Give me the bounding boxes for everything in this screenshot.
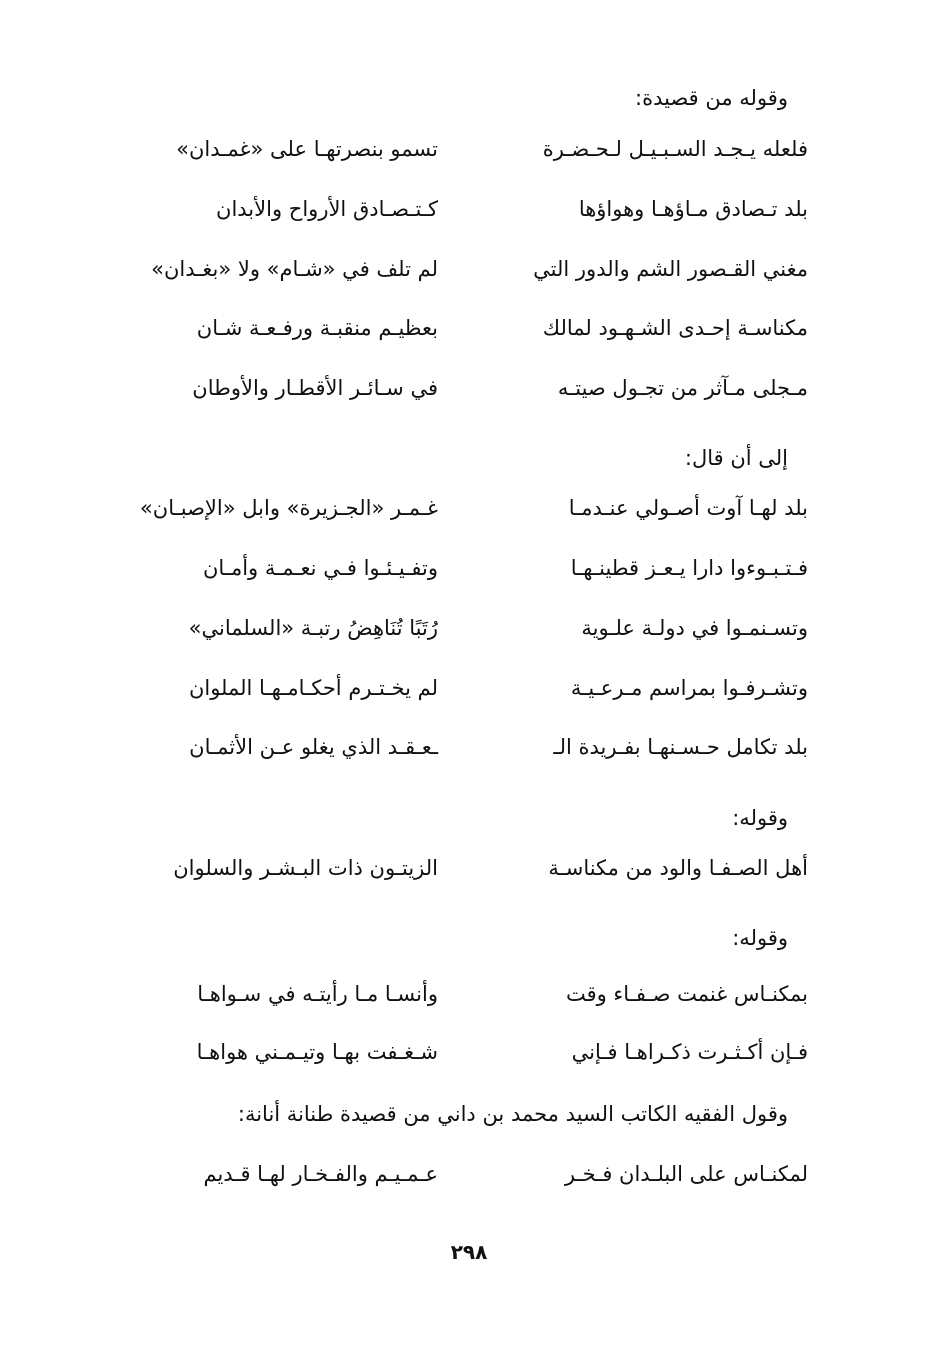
intro-line: إلى أن قال: xyxy=(684,446,788,470)
verse-first-hemistich: بلد لهـا آوت أصـولي عنـدمـا xyxy=(568,496,808,520)
verse-first-hemistich: وتشـرفـوا بمراسم مـرعـيـة xyxy=(570,676,808,700)
verse-second-hemistich: بعظيـم منقبـة ورفـعـة شـان xyxy=(196,316,438,340)
verse-second-hemistich: غـمـر «الجـزيرة» وابل «الإصبـان» xyxy=(139,496,438,520)
verse-row xyxy=(0,556,938,596)
verse-second-hemistich: في سـائـر الأقطـار والأوطان xyxy=(192,376,438,400)
verse-row xyxy=(0,257,938,297)
intro-line: وقوله من قصيدة: xyxy=(635,86,788,110)
intro-line: وقول الفقيه الكاتب السيد محمد بن داني من قصيدة طنانة أنانة: xyxy=(237,1102,788,1126)
verse-first-hemistich: أهل الصـفـا والود من مكناسـة xyxy=(548,856,808,880)
verse-first-hemistich: مكناسـة إحـدى الشـهـود لمالك xyxy=(542,316,808,340)
verse-row xyxy=(0,137,938,177)
verse-first-hemistich: لمكنـاس على البلـدان فـخـر xyxy=(564,1162,808,1186)
verse-row xyxy=(0,982,938,1022)
verse-second-hemistich: تسمو بنصرتهـا على «غمـدان» xyxy=(176,137,438,161)
verse-row xyxy=(0,735,938,775)
verse-second-hemistich: لم تلف في «شـام» ولا «بغـدان» xyxy=(151,257,438,281)
page-number: ٢٩٨ xyxy=(450,1240,488,1264)
verse-first-hemistich: مغني القـصور الشم والدور التي xyxy=(533,257,808,281)
verse-first-hemistich: بلد تكامل حـسـنهـا بفـريدة الـ xyxy=(553,735,808,759)
verse-row xyxy=(0,616,938,656)
verse-row xyxy=(0,376,938,416)
verse-row xyxy=(0,197,938,237)
verse-first-hemistich: مـجلى مـآثر من تجـول صيتـه xyxy=(557,376,808,400)
verse-row xyxy=(0,1162,938,1202)
verse-first-hemistich: بمكنـاس غنمت صـفـاء وقت xyxy=(565,982,808,1006)
verse-first-hemistich: فـإن أكـثـرت ذكـراهـا فـإني xyxy=(571,1040,808,1064)
verse-row xyxy=(0,1040,938,1080)
verse-row xyxy=(0,496,938,536)
verse-second-hemistich: وأنسـا مـا رأيتـه في سـواهـا xyxy=(197,982,438,1006)
verse-second-hemistich: شـغـفت بهـا وتيـمـني هواهـا xyxy=(196,1040,438,1064)
verse-first-hemistich: فلعله يـجـد السـبـيـل لـحـضـرة xyxy=(542,137,808,161)
verse-second-hemistich: الزيتـون ذات البـشـر والسلوان xyxy=(173,856,438,880)
verse-first-hemistich: وتسـنمـوا في دولـة علـوية xyxy=(581,616,808,640)
verse-second-hemistich: لم يخـتـرم أحكـامـهـا الملوان xyxy=(188,676,438,700)
verse-second-hemistich: وتفـيـئـوا فـي نعـمـة وأمـان xyxy=(202,556,438,580)
verse-second-hemistich: رُتَبًا تُنَاهِضُ رتبـة «السلماني» xyxy=(188,616,438,640)
verse-second-hemistich: ـعـقـد الذي يغلو عـن الأثمـان xyxy=(189,735,438,759)
verse-first-hemistich: بلد تـصادق مـاؤهـا وهواؤها xyxy=(578,197,808,221)
verse-first-hemistich: فـتـبـوءوا دارا يـعـز قطينـهـا xyxy=(570,556,808,580)
verse-row xyxy=(0,316,938,356)
verse-row xyxy=(0,676,938,716)
verse-row xyxy=(0,856,938,896)
verse-second-hemistich: كـتـصـادق الأرواح والأبدان xyxy=(216,197,438,221)
intro-line: وقوله: xyxy=(732,806,788,830)
verse-second-hemistich: عـمـيـم والفـخـار لهـا قـديم xyxy=(203,1162,438,1186)
intro-line: وقوله: xyxy=(732,926,788,950)
